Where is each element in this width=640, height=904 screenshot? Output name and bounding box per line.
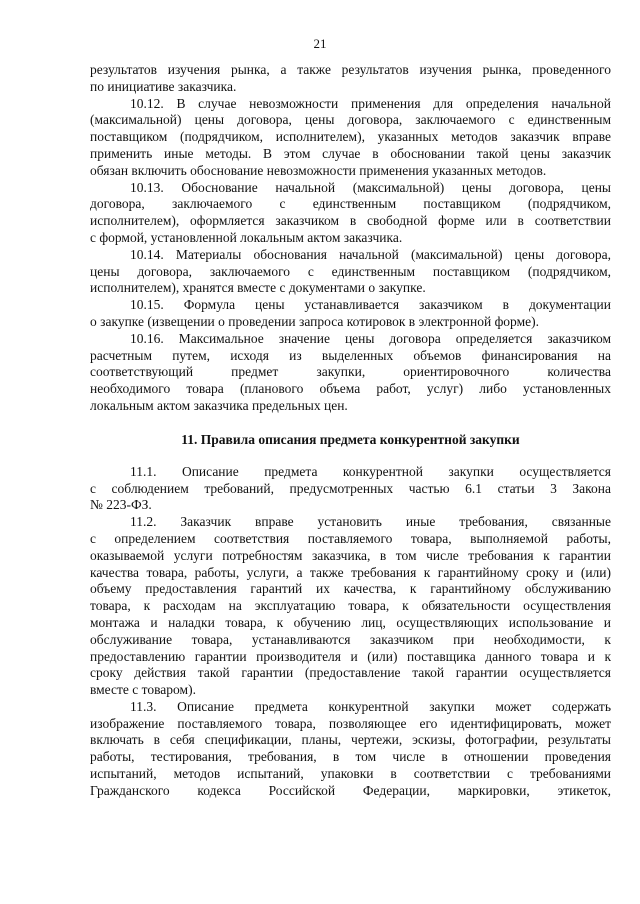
text-line: сроку действия такой гарантии (предоставление такой гарантии осуществляется bbox=[90, 665, 611, 681]
text-line: 10.12. В случае невозможности применения для определения начальной bbox=[130, 95, 611, 111]
text-line: (максимальной) цены договора, цены договора, заключаемого с единственным bbox=[90, 112, 611, 128]
text-line: договора, заключаемого с единственным поставщиком (подрядчиком, bbox=[90, 196, 611, 212]
text-line: 11.1. Описание предмета конкурентной закупки осуществляется bbox=[130, 463, 611, 479]
text-line: 11.2. Заказчик вправе установить иные требования, связанные bbox=[130, 514, 611, 530]
text-line: о закупке (извещении о проведении запроса котировок в электронной форме). bbox=[90, 313, 540, 329]
paragraph bbox=[90, 96, 611, 180]
text-line: с определением соответствия поставляемого товара, выполняемой работы, bbox=[90, 530, 611, 546]
paragraph bbox=[90, 514, 611, 699]
paragraph bbox=[90, 464, 611, 514]
text-line: необходимого товара (планового объема работ, услуг) либо установленных bbox=[90, 381, 611, 397]
text-line: обязан включить обоснование невозможности применения указанных методов. bbox=[90, 162, 547, 178]
text-line: по инициативе заказчика. bbox=[90, 78, 237, 94]
text-line: исполнителем), хранятся вместе с документами о закупке. bbox=[90, 280, 426, 296]
text-line: применить иные методы. В этом случае в обосновании такой цены заказчик bbox=[90, 145, 611, 161]
text-line: расчетным путем, исходя из выделенных объемов финансирования на bbox=[90, 347, 611, 363]
text-line: вместе с товаром). bbox=[90, 682, 196, 698]
text-line: с формой, установленной локальным актом заказчика. bbox=[90, 229, 403, 245]
paragraph bbox=[90, 297, 611, 331]
text-line: включать в себя спецификации, планы, чертежи, эскизы, фотографии, результаты bbox=[90, 732, 611, 748]
text-line: товара, к расходам на эксплуатацию товара, к обязательности осуществления bbox=[90, 598, 611, 614]
text-line: 11.3. Описание предмета конкурентной закупки может содержать bbox=[130, 698, 611, 714]
text-line: испытаний, методов испытаний, упаковки в соответствии с требованиями bbox=[90, 766, 611, 782]
paragraph bbox=[90, 699, 611, 800]
text-line: № 223-ФЗ. bbox=[90, 497, 152, 513]
text-line: цены договора, заключаемого с единственным поставщиком (подрядчиком, bbox=[90, 263, 611, 279]
text-line: качества товара, работы, услуги, а также требования к гарантийному сроку и (или) bbox=[90, 564, 611, 580]
text-line: Гражданского кодекса Российской Федерации, маркировки, этикеток, bbox=[90, 782, 611, 798]
paragraph bbox=[90, 331, 611, 415]
document-body bbox=[90, 62, 611, 800]
text-line: предоставлению гарантии производителя и (или) поставщика данного товара и к bbox=[90, 648, 611, 664]
text-line: исполнителем), оформляется заказчиком в свободной форме или в соответствии bbox=[90, 213, 611, 229]
text-line: с соблюдением требований, предусмотренных частью 6.1 статьи 3 Закона bbox=[90, 480, 611, 496]
text-line: 10.16. Максимальное значение цены договора определяется заказчиком bbox=[130, 330, 611, 346]
text-line: результатов изучения рынка, а также результатов изучения рынка, проведенного bbox=[90, 62, 611, 77]
paragraph bbox=[90, 62, 611, 96]
section-11-body bbox=[90, 464, 611, 800]
text-line: объему предоставления гарантий их качества, к гарантийному обслуживанию bbox=[90, 581, 611, 597]
text-line: оказываемой услуги потребностям заказчика, в том числе требования к гарантии bbox=[90, 547, 611, 563]
paragraph bbox=[90, 247, 611, 297]
text-line: соответствующий предмет закупки, ориентировочного количества bbox=[90, 364, 611, 380]
page-number: 21 bbox=[313, 36, 327, 51]
text-line: 10.14. Материалы обоснования начальной (максимальной) цены договора, bbox=[130, 246, 611, 262]
section-10-continuation bbox=[90, 62, 611, 415]
paragraph bbox=[90, 180, 611, 247]
text-line: обслуживание товара, устанавливаются заказчиком при необходимости, к bbox=[90, 631, 611, 647]
text-line: локальным актом заказчика предельных цен. bbox=[90, 397, 348, 413]
section-heading: 11. Правила описания предмета конкурентной закупки bbox=[181, 431, 520, 447]
text-line: 10.13. Обоснование начальной (максимальной) цены договора, цены bbox=[130, 179, 611, 195]
text-line: 10.15. Формула цены устанавливается заказчиком в документации bbox=[130, 297, 611, 313]
text-line: изображение поставляемого товара, позволяющее его идентифицировать, может bbox=[90, 715, 611, 731]
text-line: поставщиком (подрядчиком, исполнителем), указанных методов заказчик вправе bbox=[90, 129, 611, 145]
text-line: монтажа и наладки товара, к обучению лиц, осуществляющих использование и bbox=[90, 614, 611, 630]
text-line: работы, тестирования, требования, в том числе в отношении проведения bbox=[90, 749, 611, 765]
